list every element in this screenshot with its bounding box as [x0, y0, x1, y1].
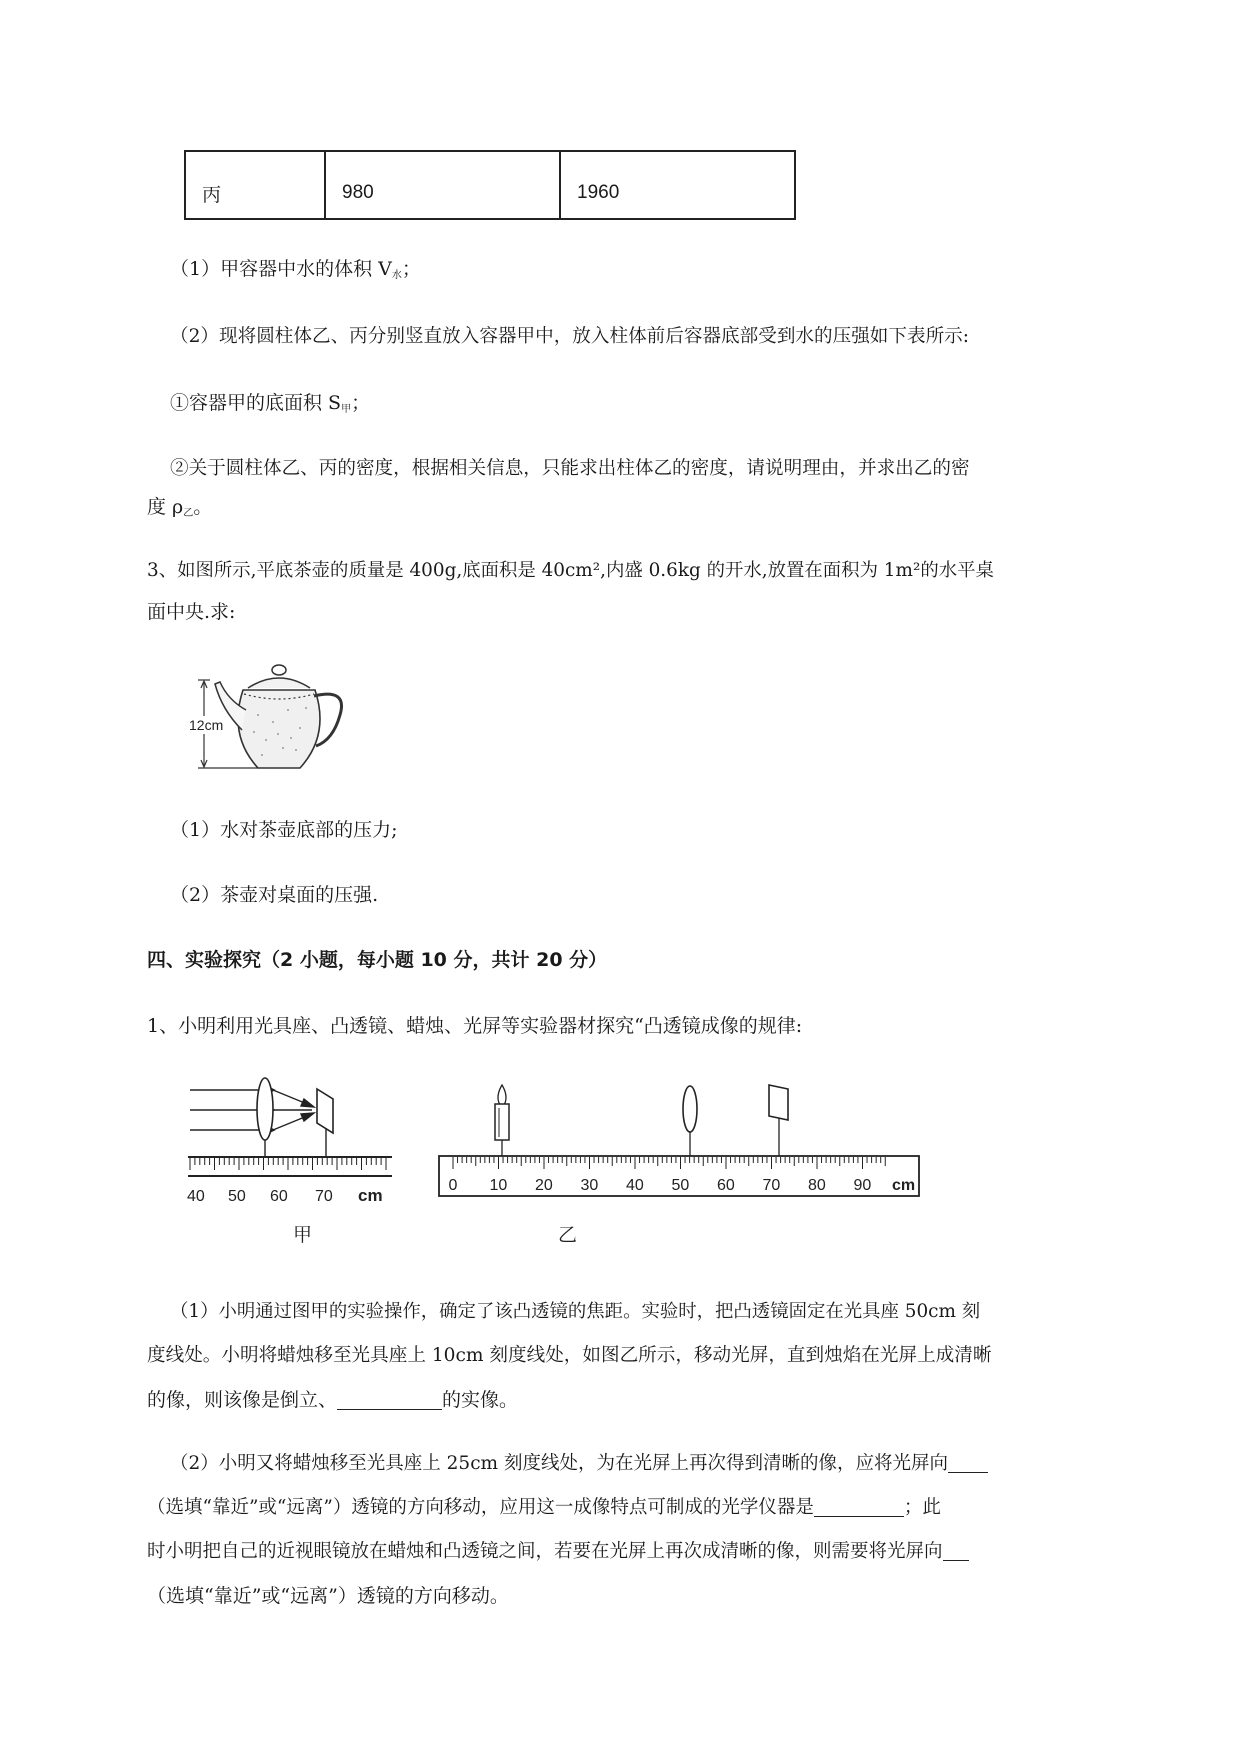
p2-line2-text: （选填“靠近”或“远离”）透镜的方向移动，应用这一成像特点可制成的光学仪器是	[147, 1497, 814, 1518]
section-heading: 四、实验探究（2 小题，每小题 10 分，共计 20 分）	[147, 949, 608, 971]
q2-sub2-line2	[147, 487, 212, 534]
q2-part2: （2）现将圆柱体乙、丙分别竖直放入容器甲中，放入柱体前后容器底部受到水的压强如下表所示:	[170, 326, 970, 347]
p1-line1: （1）小明通过图甲的实验操作，确定了该凸透镜的焦距。实验时，把凸透镜固定在光具座 50cm 刻	[170, 1301, 981, 1322]
q2-sub1-text: ①容器甲的底面积 S	[170, 392, 342, 414]
q2-sub1-end: ；	[351, 392, 371, 414]
tick-label: 30	[580, 1177, 599, 1194]
table-cell: 1960	[560, 151, 795, 219]
p2-line1	[170, 1444, 988, 1484]
p1-line3	[147, 1380, 518, 1420]
answer-blank[interactable]	[814, 1494, 904, 1517]
p1-line3-end: 的实像。	[442, 1389, 519, 1411]
table-cell: 丙	[185, 151, 325, 219]
tick-label: 70	[315, 1188, 333, 1205]
unit-label: cm	[358, 1186, 383, 1205]
answer-blank[interactable]	[337, 1387, 442, 1410]
tick-label: 60	[717, 1177, 735, 1194]
q1-intro: 1、小明利用光具座、凸透镜、蜡烛、光屏等实验器材探究“凸透镜成像的规律:	[147, 1015, 803, 1037]
figure-yi	[436, 1075, 926, 1245]
q3-part1: （1）水对茶壶底部的压力;	[170, 819, 398, 841]
p2-line2-end: ；此	[903, 1497, 941, 1518]
p1-line3-text: 的像，则该像是倒立、	[147, 1389, 338, 1411]
p1-line2: 度线处。小明将蜡烛移至光具座上 10cm 刻度线处，如图乙所示，移动光屏，直到烛焰在光屏上成清晰	[147, 1345, 992, 1366]
q2-part1	[170, 249, 421, 296]
p2-line3-text: 时小明把自己的近视眼镜放在蜡烛和凸透镜之间，若要在光屏上再次成清晰的像，则需要将光屏向	[147, 1541, 943, 1562]
tick-label: 40	[626, 1177, 644, 1194]
q2-part1-end: ；	[401, 258, 421, 280]
subscript: 乙	[183, 508, 194, 519]
answer-blank[interactable]	[943, 1538, 969, 1561]
p2-line3	[147, 1532, 969, 1572]
tick-label: 80	[808, 1177, 826, 1194]
p2-line1-text: （2）小明又将蜡烛移至光具座上 25cm 刻度线处，为在光屏上再次得到清晰的像，应将光屏向	[170, 1453, 948, 1474]
tick-label: 60	[270, 1188, 288, 1205]
tick-label: 0	[448, 1177, 458, 1194]
subscript: 水	[391, 270, 402, 281]
q2-sub2-end: 。	[193, 496, 213, 518]
q2-sub2-text: 度 ρ	[147, 496, 184, 518]
tick-label: 40	[187, 1188, 205, 1205]
p2-line4: （选填“靠近”或“远离”）透镜的方向移动。	[147, 1585, 509, 1607]
tick-label: 20	[535, 1177, 553, 1194]
tick-label: 50	[671, 1177, 690, 1194]
unit-label: cm	[892, 1177, 916, 1194]
figure-caption: 甲	[293, 1225, 313, 1246]
tick-label: 50	[228, 1188, 246, 1205]
q3-line2: 面中央.求:	[147, 601, 236, 623]
tick-label: 70	[762, 1177, 781, 1194]
table-row	[185, 151, 795, 219]
answer-blank[interactable]	[948, 1450, 988, 1473]
q2-part1-text: （1）甲容器中水的体积 V	[170, 258, 392, 280]
teapot-height-label: 12cm	[189, 717, 224, 733]
table-cell: 980	[325, 151, 560, 219]
subscript: 甲	[341, 404, 352, 415]
p2-line2	[147, 1488, 941, 1528]
q2-sub2-line1: ②关于圆柱体乙、丙的密度，根据相关信息，只能求出柱体乙的密度，请说明理由，并求出乙的密	[170, 458, 970, 479]
q3-line1: 3、如图所示,平底茶壶的质量是 400g,底面积是 40cm²,内盛 0.6kg 的开水,放置在面积为 1m²的水平桌	[147, 560, 994, 581]
q3-part2: （2）茶壶对桌面的压强.	[170, 884, 379, 906]
tick-label: 10	[489, 1177, 508, 1194]
figure-jia	[180, 1075, 420, 1246]
tick-label: 90	[853, 1177, 872, 1194]
teapot-figure	[188, 660, 348, 780]
pressure-table	[184, 150, 796, 220]
q2-sub1	[170, 383, 370, 430]
figure-caption: 乙	[558, 1225, 578, 1246]
